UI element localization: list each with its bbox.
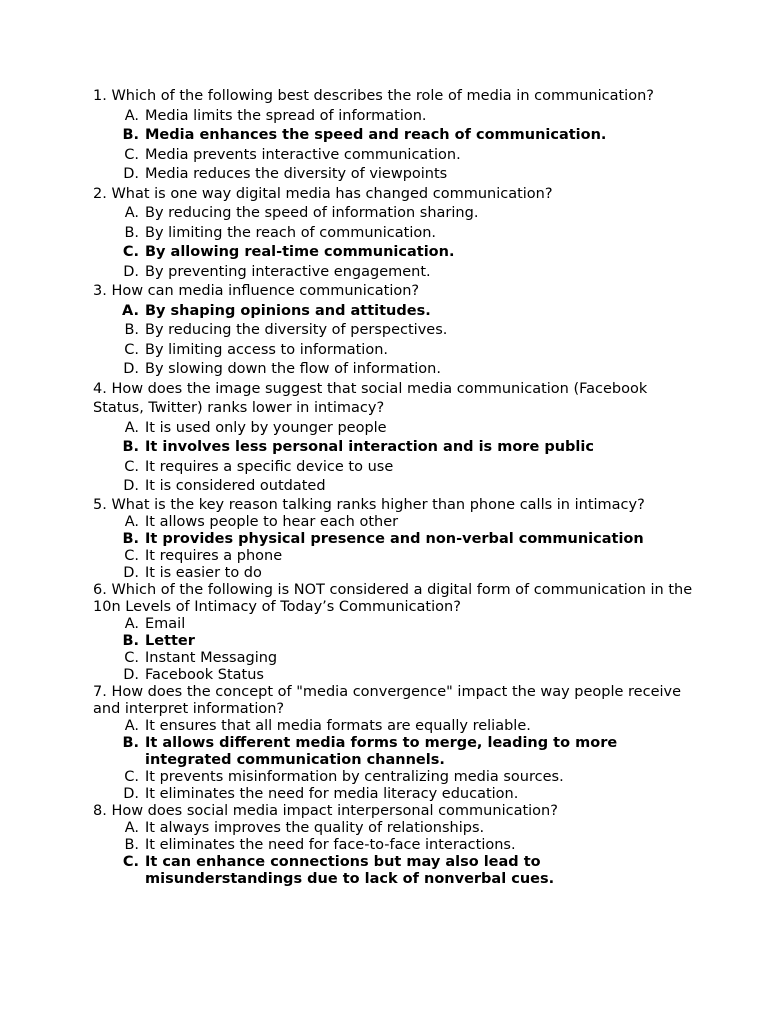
option-text: It eliminates the need for media literacy education. (145, 785, 519, 802)
option-text: Instant Messaging (145, 649, 278, 666)
answer-option (93, 204, 693, 224)
answer-option (93, 263, 693, 283)
option-letter: A. (124, 717, 139, 734)
option-letter: C. (124, 547, 139, 564)
option-text: It involves less personal interaction and is more public (145, 439, 594, 455)
option-letter: B. (124, 224, 139, 241)
question-6 (93, 582, 693, 684)
answer-option (93, 146, 693, 166)
question-stem: 2. What is one way digital media has changed communication? (93, 185, 553, 202)
option-letter: D. (123, 564, 139, 581)
question-3 (93, 282, 693, 380)
question-5 (93, 497, 693, 582)
option-letter: A. (124, 513, 139, 530)
option-letter: A. (124, 615, 139, 632)
option-text: It requires a phone (145, 547, 283, 564)
answer-option-correct (93, 854, 693, 888)
option-text: It can enhance connections but may also lead to misunderstandings due to lack of nonverbal cues. (145, 853, 555, 887)
question-stem: 3. How can media influence communication? (93, 283, 420, 299)
answer-option (93, 769, 693, 786)
option-letter: A. (124, 205, 139, 221)
option-letter: D. (123, 166, 139, 182)
option-text: Letter (145, 632, 195, 649)
option-text: Media reduces the diversity of viewpoints (145, 166, 448, 182)
option-letter: C. (122, 244, 139, 260)
option-letter: B. (122, 439, 139, 455)
answer-option (93, 548, 693, 565)
answer-option (93, 786, 693, 803)
option-letter: B. (122, 632, 139, 649)
option-letter: A. (124, 819, 139, 836)
question-stem: 5. What is the key reason talking ranks higher than phone calls in intimacy? (93, 496, 645, 513)
option-letter: C. (124, 649, 139, 666)
option-text: It allows different media forms to merge, leading to more integrated communication channels. (145, 734, 618, 768)
option-letter: C. (124, 341, 139, 358)
question-stem: 4. How does the image suggest that social media communication (Facebook Status, Twitter) ranks lower in intimacy? (93, 380, 648, 416)
answer-option (93, 107, 693, 127)
question-7 (93, 684, 693, 803)
option-letter: C. (124, 768, 139, 785)
option-letter: C. (124, 146, 139, 163)
question-1 (93, 87, 693, 185)
option-text: By limiting access to information. (145, 341, 388, 358)
option-text: It is used only by younger people (145, 419, 387, 436)
answer-option (93, 165, 693, 185)
option-text: Media prevents interactive communication. (145, 146, 461, 163)
answer-option (93, 616, 693, 633)
answer-option-correct (93, 633, 693, 650)
question-stem: 6. Which of the following is NOT considered a digital form of communication in the 10n Levels of Intimacy of Today’s Communication? (93, 581, 693, 615)
option-list (93, 419, 693, 497)
answer-option-correct (93, 302, 693, 322)
option-letter: C. (124, 458, 139, 475)
option-letter: B. (124, 836, 139, 853)
option-list (93, 514, 693, 582)
option-text: Facebook Status (145, 666, 264, 683)
answer-option (93, 360, 693, 380)
answer-option (93, 458, 693, 478)
option-letter: B. (122, 127, 139, 143)
question-stem: 1. Which of the following best describes the role of media in communication? (93, 88, 654, 104)
option-text: It ensures that all media formats are equally reliable. (145, 717, 531, 734)
question-stem: 7. How does the concept of "media convergence" impact the way people receive and interpret information? (93, 683, 682, 717)
option-letter: D. (123, 785, 139, 802)
answer-option-correct (93, 126, 693, 146)
option-letter: B. (122, 530, 139, 547)
option-text: By preventing interactive engagement. (145, 263, 431, 280)
answer-option-correct (93, 735, 693, 769)
option-text: By slowing down the flow of information. (145, 361, 441, 377)
answer-option (93, 820, 693, 837)
option-letter: B. (124, 322, 139, 338)
option-text: It eliminates the need for face-to-face interactions. (145, 836, 516, 853)
option-letter: D. (123, 361, 139, 377)
option-letter: C. (122, 853, 139, 870)
option-list (93, 820, 693, 888)
option-text: It provides physical presence and non-verbal communication (145, 530, 644, 547)
option-list (93, 616, 693, 684)
question-4 (93, 380, 693, 497)
option-letter: B. (122, 734, 139, 751)
option-list (93, 204, 693, 282)
option-letter: D. (123, 666, 139, 683)
answer-option (93, 477, 693, 497)
option-text: By reducing the diversity of perspectives. (145, 322, 448, 338)
option-text: By limiting the reach of communication. (145, 224, 437, 241)
answer-option (93, 419, 693, 439)
answer-option (93, 837, 693, 854)
answer-option-correct (93, 438, 693, 458)
answer-option-correct (93, 243, 693, 263)
option-list (93, 302, 693, 380)
option-letter: A. (124, 107, 139, 124)
answer-option (93, 667, 693, 684)
option-text: By reducing the speed of information sharing. (145, 205, 479, 221)
option-text: It allows people to hear each other (145, 513, 399, 530)
answer-option-correct (93, 531, 693, 548)
answer-option (93, 321, 693, 341)
answer-option (93, 565, 693, 582)
option-text: It is considered outdated (145, 478, 326, 494)
question-2 (93, 185, 693, 283)
answer-option (93, 650, 693, 667)
answer-option (93, 514, 693, 531)
answer-option (93, 224, 693, 244)
option-text: Media enhances the speed and reach of communication. (145, 127, 607, 143)
question-stem: 8. How does social media impact interpersonal communication? (93, 802, 558, 819)
option-text: Email (145, 615, 186, 632)
option-text: It is easier to do (145, 564, 262, 581)
option-text: It prevents misinformation by centralizing media sources. (145, 768, 564, 785)
option-text: By allowing real-time communication. (145, 244, 455, 260)
option-text: By shaping opinions and attitudes. (145, 302, 431, 319)
quiz-document (93, 87, 693, 888)
option-letter: D. (123, 478, 139, 494)
option-letter: A. (122, 302, 139, 319)
option-list (93, 107, 693, 185)
answer-option (93, 341, 693, 361)
answer-option (93, 718, 693, 735)
option-letter: D. (123, 263, 139, 280)
question-8 (93, 803, 693, 888)
option-text: It always improves the quality of relationships. (145, 819, 485, 836)
option-text: Media limits the spread of information. (145, 107, 427, 124)
option-text: It requires a specific device to use (145, 458, 394, 475)
option-letter: A. (124, 419, 139, 436)
option-list (93, 718, 693, 803)
